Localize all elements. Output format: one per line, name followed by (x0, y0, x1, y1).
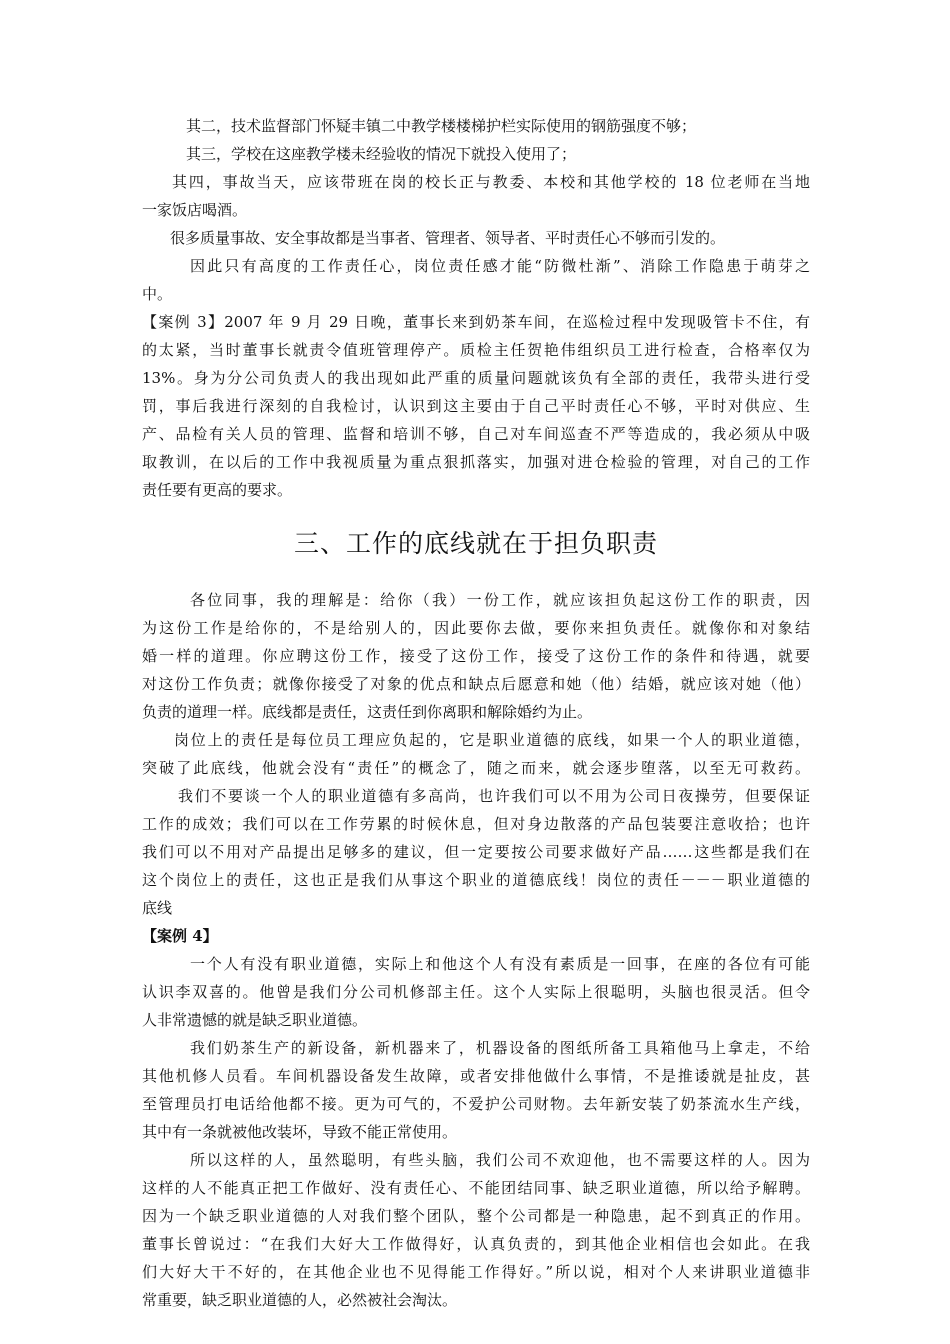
text-line: 至管理员打电话给他都不接。更为可气的，不爱护公司财物。去年新安装了奶茶流水生产线， (142, 1095, 810, 1113)
text-line: 产、品检有关人员的管理、监督和培训不够，自己对车间巡查不严等造成的，我必须从中吸 (142, 425, 810, 443)
case-3-block (142, 308, 810, 504)
text-line: 中。 (142, 285, 173, 303)
section-3-paragraph-1 (142, 586, 810, 726)
text-line: 其他机修人员看。车间机器设备发生故障，或者安排他做什么事情，不是推诿就是扯皮，甚 (142, 1067, 810, 1085)
text-line: 很多质量事故、安全事故都是当事者、管理者、领导者、平时责任心不够而引发的。 (170, 229, 726, 247)
text-line: 工作的成效；我们可以在工作劳累的时候休息，但对身边散落的产品包装要注意收拾；也许 (142, 815, 810, 833)
text-line: 所以这样的人，虽然聪明，有些头脑，我们公司不欢迎他，也不需要这样的人。因为 (190, 1151, 810, 1169)
document-page (142, 112, 810, 1314)
text-line: 董事长曾说过：“在我们大好大工作做得好，认真负责的，到其他企业相信也会如此。在我 (142, 1235, 810, 1253)
section-heading: 三、工作的底线就在于担负职责 (293, 529, 658, 558)
text-line: 我们可以不用对产品提出足够多的建议，但一定要按公司要求做好产品……这些都是我们在 (142, 843, 810, 861)
text-line: 取教训，在以后的工作中我视质量为重点狠抓落实，加强对进仓检验的管理，对自己的工作 (142, 453, 810, 471)
case-4-paragraph-2 (142, 1034, 810, 1146)
text-line: 负责的道理一样。底线都是责任，这责任到你离职和解除婚约为止。 (142, 703, 593, 721)
accident-causes-block (142, 112, 810, 308)
text-line: 【案例 3】2007 年 9 月 29 日晚，董事长来到奶茶车间，在巡检过程中发现吸管卡不住，有 (142, 313, 810, 331)
text-line: 岗位上的责任是每位员工理应负起的，它是职业道德的底线，如果一个人的职业道德， (174, 731, 810, 749)
text-line: 这个岗位上的责任，这也正是我们从事这个职业的道德底线！岗位的责任－－－职业道德的 (142, 871, 810, 889)
text-line: 这样的人不能真正把工作做好、没有责任心、不能团结同事、缺乏职业道德，所以给予解聘。 (142, 1179, 810, 1197)
text-line: 因为一个缺乏职业道德的人对我们整个团队，整个公司都是一种隐患，起不到真正的作用。 (142, 1207, 810, 1225)
text-line: 各位同事，我的理解是：给你（我）一份工作，就应该担负起这份工作的职责，因 (190, 591, 810, 609)
case-4-label: 【案例 4】 (142, 927, 218, 945)
case-4-paragraph-1 (142, 950, 810, 1034)
text-line: 罚，事后我进行深刻的自我检讨，认识到这主要由于自己平时责任心不够，平时对供应、生 (142, 397, 810, 415)
text-line: 人非常遗憾的就是缺乏职业道德。 (142, 1011, 368, 1029)
text-line: 的太紧，当时董事长就责令值班管理停产。质检主任贺艳伟组织员工进行检查，合格率仅为 (142, 341, 810, 359)
text-line: 其中有一条就被他改装坏，导致不能正常使用。 (142, 1123, 458, 1141)
text-line: 我们不要谈一个人的职业道德有多高尚，也许我们可以不用为公司日夜操劳，但要保证 (178, 787, 810, 805)
text-line: 其二，技术监督部门怀疑丰镇二中教学楼楼梯护栏实际使用的钢筋强度不够； (186, 117, 697, 135)
text-line: 底线 (142, 899, 173, 917)
text-line: 常重要，缺乏职业道德的人，必然被社会淘汰。 (142, 1291, 458, 1309)
section-3-paragraph-3 (142, 782, 810, 922)
text-line: 一个人有没有职业道德，实际上和他这个人有没有素质是一回事，在座的各位有可能 (190, 955, 810, 973)
text-line: 我们奶茶生产的新设备，新机器来了，机器设备的图纸所备工具箱他马上拿走，不给 (190, 1039, 810, 1057)
text-line: 其三，学校在这座教学楼未经验收的情况下就投入使用了； (186, 145, 577, 163)
text-line: 认识李双喜的。他曾是我们分公司机修部主任。这个人实际上很聪明，头脑也很灵活。但令 (142, 983, 810, 1001)
section-3-paragraph-2 (142, 726, 810, 782)
text-line: 责任要有更高的要求。 (142, 481, 293, 499)
case-4-paragraph-3 (142, 1146, 810, 1314)
text-line: 婚一样的道理。你应聘这份工作，接受了这份工作，接受了这份工作的条件和待遇，就要 (142, 647, 810, 665)
text-line: 们大好大干不好的，在其他企业也不见得能工作得好。”所以说，相对个人来讲职业道德非 (142, 1263, 810, 1281)
text-line: 其四，事故当天，应该带班在岗的校长正与教委、本校和其他学校的 18 位老师在当地 (172, 173, 810, 191)
text-line: 因此只有高度的工作责任心，岗位责任感才能“防微杜渐”、消除工作隐患于萌芽之 (190, 257, 810, 275)
text-line: 13%。身为分公司负责人的我出现如此严重的质量问题就该负有全部的责任，我带头进行受 (142, 369, 810, 387)
text-line: 一家饭店喝酒。 (142, 201, 248, 219)
text-line: 对这份工作负责；就像你接受了对象的优点和缺点后愿意和她（他）结婚，就应该对她（他） (142, 675, 810, 693)
text-line: 为这份工作是给你的，不是给别人的，因此要你去做，要你来担负责任。就像你和对象结 (142, 619, 810, 637)
text-line: 突破了此底线，他就会没有“责任”的概念了，随之而来，就会逐步堕落，以至无可救药。 (142, 759, 810, 777)
